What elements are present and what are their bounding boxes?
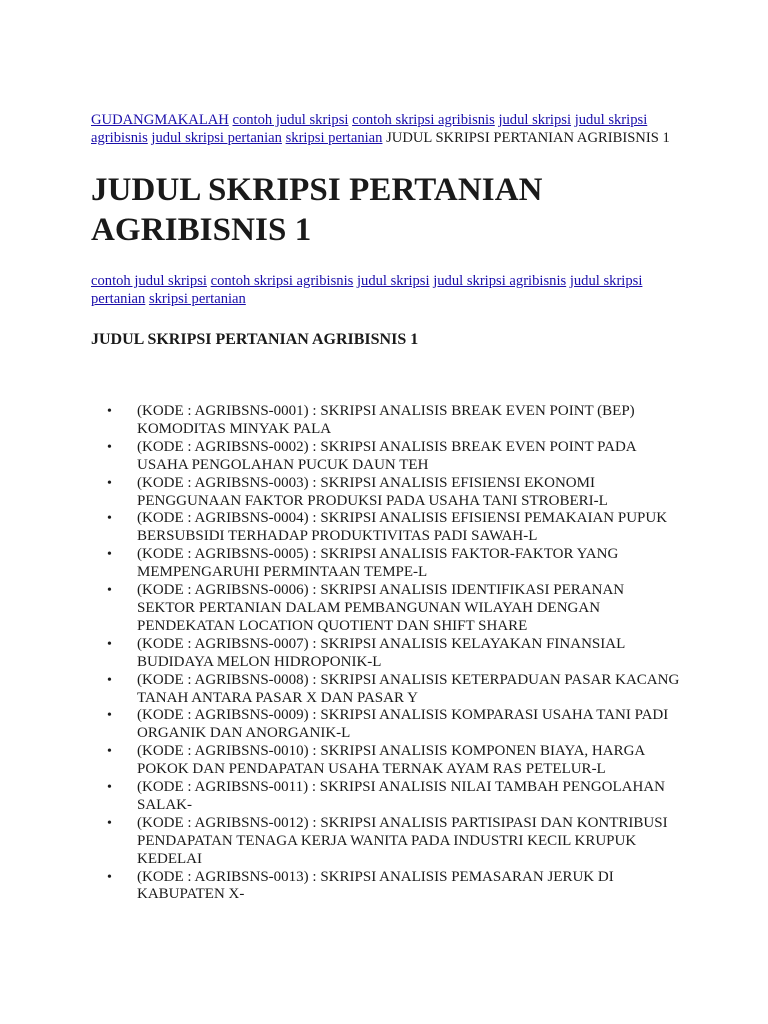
breadcrumb-link-judul-skripsi[interactable]: judul skripsi	[498, 112, 572, 128]
tag-link-contoh-judul-skripsi[interactable]: contoh judul skripsi	[91, 273, 207, 289]
list-item-text: (KODE : AGRIBSNS-0005) : SKRIPSI ANALISIS FAKTOR-FAKTOR YANG MEMPENGARUHI PERMINTAAN TEMPE-L	[137, 546, 619, 581]
document-page	[91, 111, 681, 904]
list-item-text: (KODE : AGRIBSNS-0011) : SKRIPSI ANALISIS NILAI TAMBAH PENGOLAHAN SALAK-	[137, 779, 665, 813]
bullet-icon: •	[107, 672, 112, 688]
bullet-icon: •	[107, 475, 112, 491]
list-item-text: (KODE : AGRIBSNS-0003) : SKRIPSI ANALISIS EFISIENSI EKONOMI PENGGUNAAN FAKTOR PRODUKSI PADA USAHA TANI STROBERI-L	[137, 474, 608, 509]
post-title	[91, 170, 681, 250]
tag-link-judul-skripsi[interactable]: judul skripsi	[356, 273, 430, 289]
list-item-text: (KODE : AGRIBSNS-0001) : SKRIPSI ANALISIS BREAK EVEN POINT (BEP) KOMODITAS MINYAK PALA	[137, 403, 635, 437]
breadcrumb-link-contoh-skripsi-agribisnis[interactable]: contoh skripsi agribisnis	[352, 112, 495, 128]
list-item	[107, 635, 681, 672]
breadcrumb-link-gudangmakalah[interactable]: GUDANGMAKALAH	[91, 112, 229, 128]
bullet-icon: •	[107, 547, 112, 563]
list-item	[107, 707, 681, 743]
tag-link-contoh-skripsi-agribisnis[interactable]: contoh skripsi agribisnis	[210, 273, 354, 289]
list-item	[107, 403, 681, 439]
list-item	[107, 671, 681, 708]
list-item-text: (KODE : AGRIBSNS-0010) : SKRIPSI ANALISIS KOMPONEN BIAYA, HARGA POKOK DAN PENDAPATAN USAHA TERNAK AYAM RAS PETELUR-L	[137, 743, 645, 778]
bullet-icon: •	[107, 583, 112, 599]
post-title-line1: JUDUL SKRIPSI PERTANIAN	[91, 172, 543, 208]
bullet-icon: •	[107, 744, 112, 760]
post-title-line2: AGRIBISNIS 1	[91, 212, 312, 248]
post-subheading: JUDUL SKRIPSI PERTANIAN AGRIBISNIS 1	[91, 331, 419, 348]
bullet-icon: •	[107, 439, 112, 455]
list-item-text: (KODE : AGRIBSNS-0004) : SKRIPSI ANALISIS EFISIENSI PEMAKAIAN PUPUK BERSUBSIDI TERHADAP PRODUKTIVITAS PADI SAWAH-L	[137, 510, 668, 545]
list-item-text: (KODE : AGRIBSNS-0009) : SKRIPSI ANALISIS KOMPARASI USAHA TANI PADI ORGANIK DAN ANORGANIK-L	[137, 707, 669, 742]
list-item-text: (KODE : AGRIBSNS-0007) : SKRIPSI ANALISIS KELAYAKAN FINANSIAL BUDIDAYA MELON HIDROPONIK-L	[137, 635, 625, 670]
breadcrumb-link-judul-skripsi-agribisnis[interactable]: judul skripsi agribisnis	[91, 112, 648, 146]
list-item	[107, 474, 681, 511]
breadcrumb-current: JUDUL SKRIPSI PERTANIAN AGRIBISNIS 1	[386, 130, 670, 146]
list-item	[107, 510, 681, 546]
list-item-text: (KODE : AGRIBSNS-0012) : SKRIPSI ANALISIS PARTISIPASI DAN KONTRIBUSI PENDAPATAN TENAGA KERJA WANITA PADA INDUSTRI KECIL KRUPUK KEDELAI	[137, 814, 668, 867]
post-tags	[91, 272, 681, 308]
skripsi-title-list	[91, 403, 681, 904]
bullet-icon: •	[107, 636, 112, 652]
breadcrumb	[91, 111, 681, 147]
list-item-text: (KODE : AGRIBSNS-0013) : SKRIPSI ANALISIS PEMASARAN JERUK DI KABUPATEN X-	[137, 868, 614, 903]
list-item	[107, 814, 681, 869]
breadcrumb-link-judul-skripsi-pertanian[interactable]: judul skripsi pertanian	[151, 130, 282, 146]
tag-link-judul-skripsi-pertanian[interactable]: judul skripsi pertanian	[91, 273, 643, 307]
list-item	[107, 868, 681, 905]
list-item	[107, 546, 681, 582]
list-item	[107, 743, 681, 779]
list-item	[107, 582, 681, 636]
tag-link-skripsi-pertanian[interactable]: skripsi pertanian	[148, 291, 246, 307]
bullet-icon: •	[107, 404, 112, 419]
list-item-text: (KODE : AGRIBSNS-0008) : SKRIPSI ANALISIS KETERPADUAN PASAR KACANG TANAH ANTARA PASAR X DAN PASAR Y	[137, 671, 680, 706]
tag-link-judul-skripsi-agribisnis[interactable]: judul skripsi agribisnis	[433, 273, 567, 289]
bullet-icon: •	[107, 708, 112, 724]
list-item-text: (KODE : AGRIBSNS-0006) : SKRIPSI ANALISIS IDENTIFIKASI PERANAN SEKTOR PERTANIAN DALAM PEMBANGUNAN WILAYAH DENGAN PENDEKATAN LOCATION QUOTIENT DAN SHIFT SHARE	[137, 582, 625, 634]
list-item-text: (KODE : AGRIBSNS-0002) : SKRIPSI ANALISIS BREAK EVEN POINT PADA USAHA PENGOLAHAN PUCUK DAUN TEH	[137, 438, 636, 473]
list-item	[107, 779, 681, 815]
bullet-icon: •	[107, 511, 112, 527]
breadcrumb-link-skripsi-pertanian[interactable]: skripsi pertanian	[285, 130, 383, 146]
bullet-icon: •	[107, 780, 112, 796]
breadcrumb-link-contoh-judul-skripsi[interactable]: contoh judul skripsi	[232, 112, 349, 128]
bullet-icon: •	[107, 815, 112, 831]
bullet-icon: •	[107, 869, 112, 885]
list-item	[107, 438, 681, 475]
